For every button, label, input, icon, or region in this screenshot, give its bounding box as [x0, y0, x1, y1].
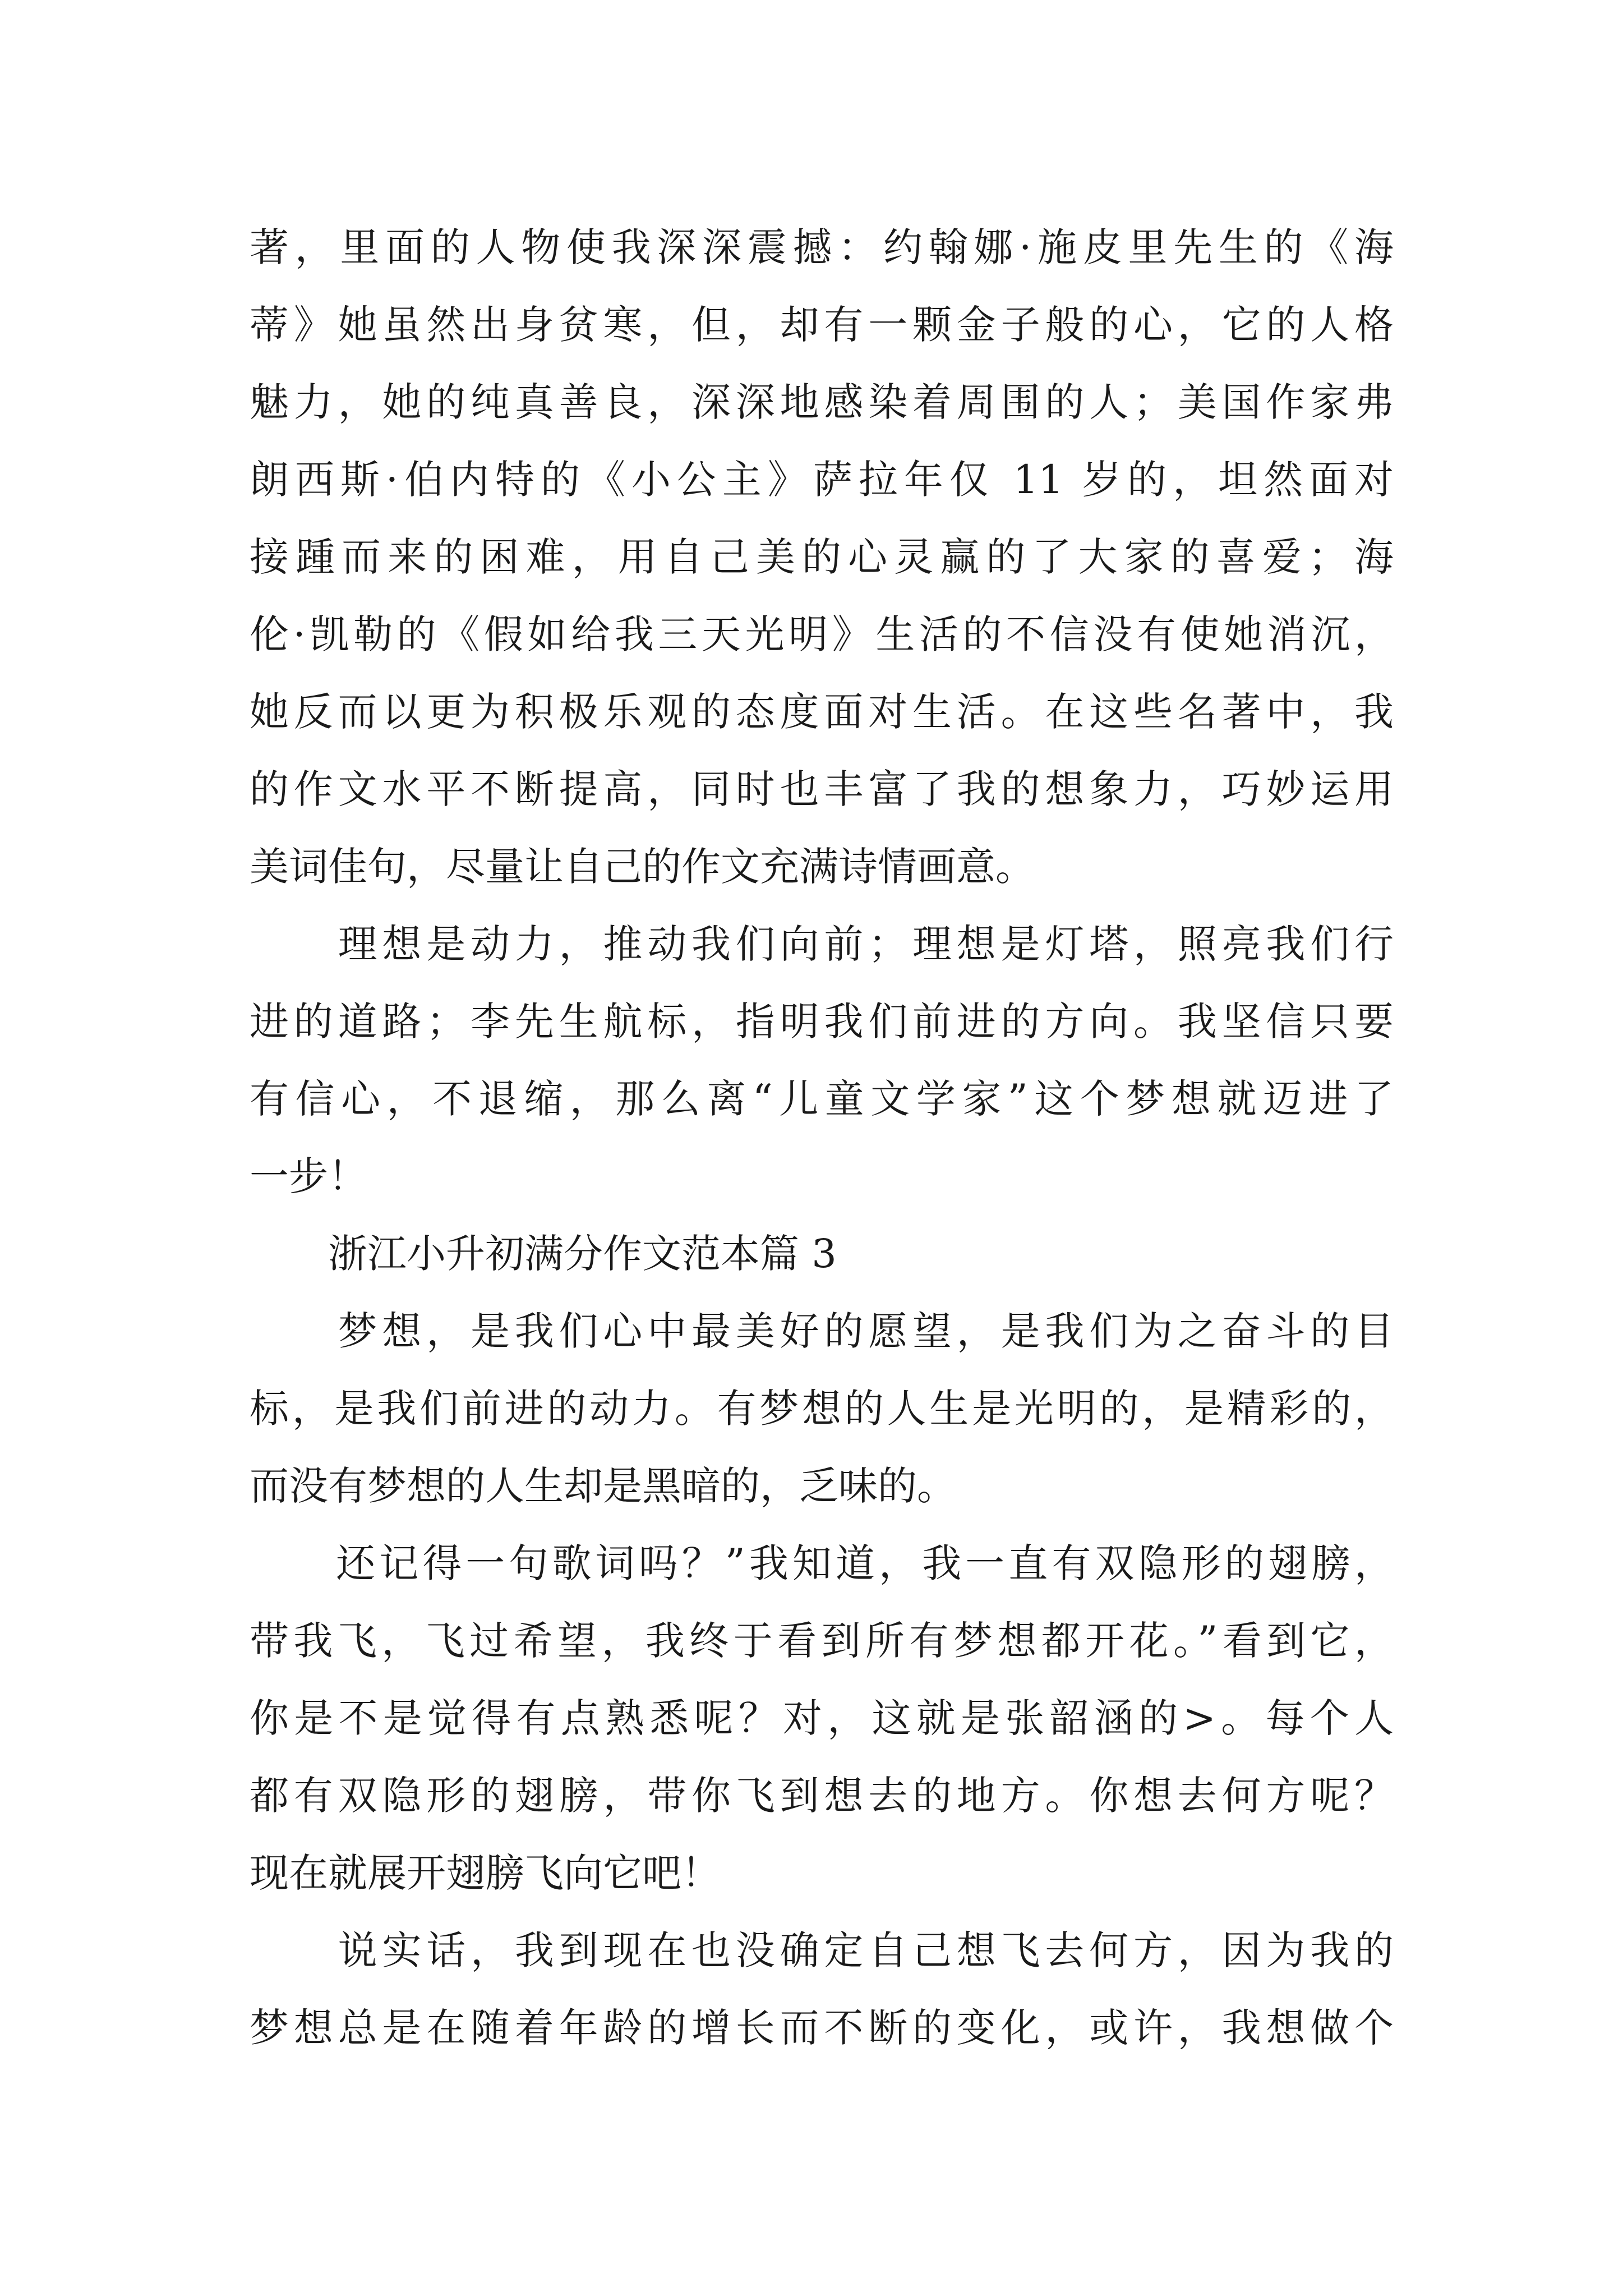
text-line: 而没有梦想的人生却是黑暗的，乏味的。: [250, 1463, 956, 1509]
paragraph: [250, 1912, 1394, 2067]
text-line: 一步！: [250, 1153, 367, 1199]
text-line: 梦想总是在随着年龄的增长而不断的变化，或许，我想做个: [250, 2005, 1394, 2051]
text-line: 的作文水平不断提高，同时也丰富了我的想象力，巧妙运用: [250, 766, 1394, 812]
text-line: 她反而以更为积极乐观的态度面对生活。在这些名著中，我: [250, 689, 1394, 735]
text-line: 著，里面的人物使我深深震撼：约翰娜·施皮里先生的《海: [250, 224, 1394, 270]
text-line: 有信心，不退缩，那么离“儿童文学家”这个梦想就迈进了: [250, 1076, 1394, 1122]
paragraph: [250, 209, 1394, 905]
document-body: [250, 209, 1394, 2067]
text-line: 带我飞，飞过希望，我终于看到所有梦想都开花。”看到它，: [250, 1618, 1394, 1664]
text-line: 接踵而来的困难，用自己美的心灵赢的了大家的喜爱；海: [250, 534, 1394, 580]
paragraph: [250, 1292, 1394, 1525]
text-line: 还记得一句歌词吗？”我知道，我一直有双隐形的翅膀，: [250, 1540, 1394, 1586]
text-line: 标，是我们前进的动力。有梦想的人生是光明的，是精彩的，: [250, 1386, 1394, 1432]
text-line: 伦·凯勒的《假如给我三天光明》生活的不信没有使她消沉，: [250, 611, 1394, 657]
text-line: 你是不是觉得有点熟悉呢？对，这就是张韶涵的>。每个人: [250, 1695, 1394, 1741]
paragraph: [250, 905, 1394, 1215]
text-line: 理想是动力，推动我们向前；理想是灯塔，照亮我们行: [250, 921, 1394, 967]
section-heading: [250, 1215, 1394, 1292]
paragraph: [250, 1525, 1394, 1912]
text-line: 梦想，是我们心中最美好的愿望，是我们为之奋斗的目: [250, 1308, 1394, 1354]
text-line: 蒂》她虽然出身贫寒，但，却有一颗金子般的心，它的人格: [250, 302, 1394, 348]
text-line: 美词佳句，尽量让自己的作文充满诗情画意。: [250, 844, 1035, 890]
heading-line: 浙江小升初满分作文范本篇 3: [250, 1231, 837, 1277]
text-line: 魅力，她的纯真善良，深深地感染着周围的人；美国作家弗: [250, 379, 1394, 425]
text-line: 说实话，我到现在也没确定自己想飞去何方，因为我的: [250, 1927, 1394, 1973]
text-line: 现在就展开翅膀飞向它吧！: [250, 1850, 721, 1896]
text-line: 朗西斯·伯内特的《小公主》萨拉年仅 11 岁的，坦然面对: [250, 457, 1394, 503]
text-line: 进的道路；李先生航标，指明我们前进的方向。我坚信只要: [250, 999, 1394, 1045]
text-line: 都有双隐形的翅膀，带你飞到想去的地方。你想去何方呢？: [250, 1773, 1394, 1819]
